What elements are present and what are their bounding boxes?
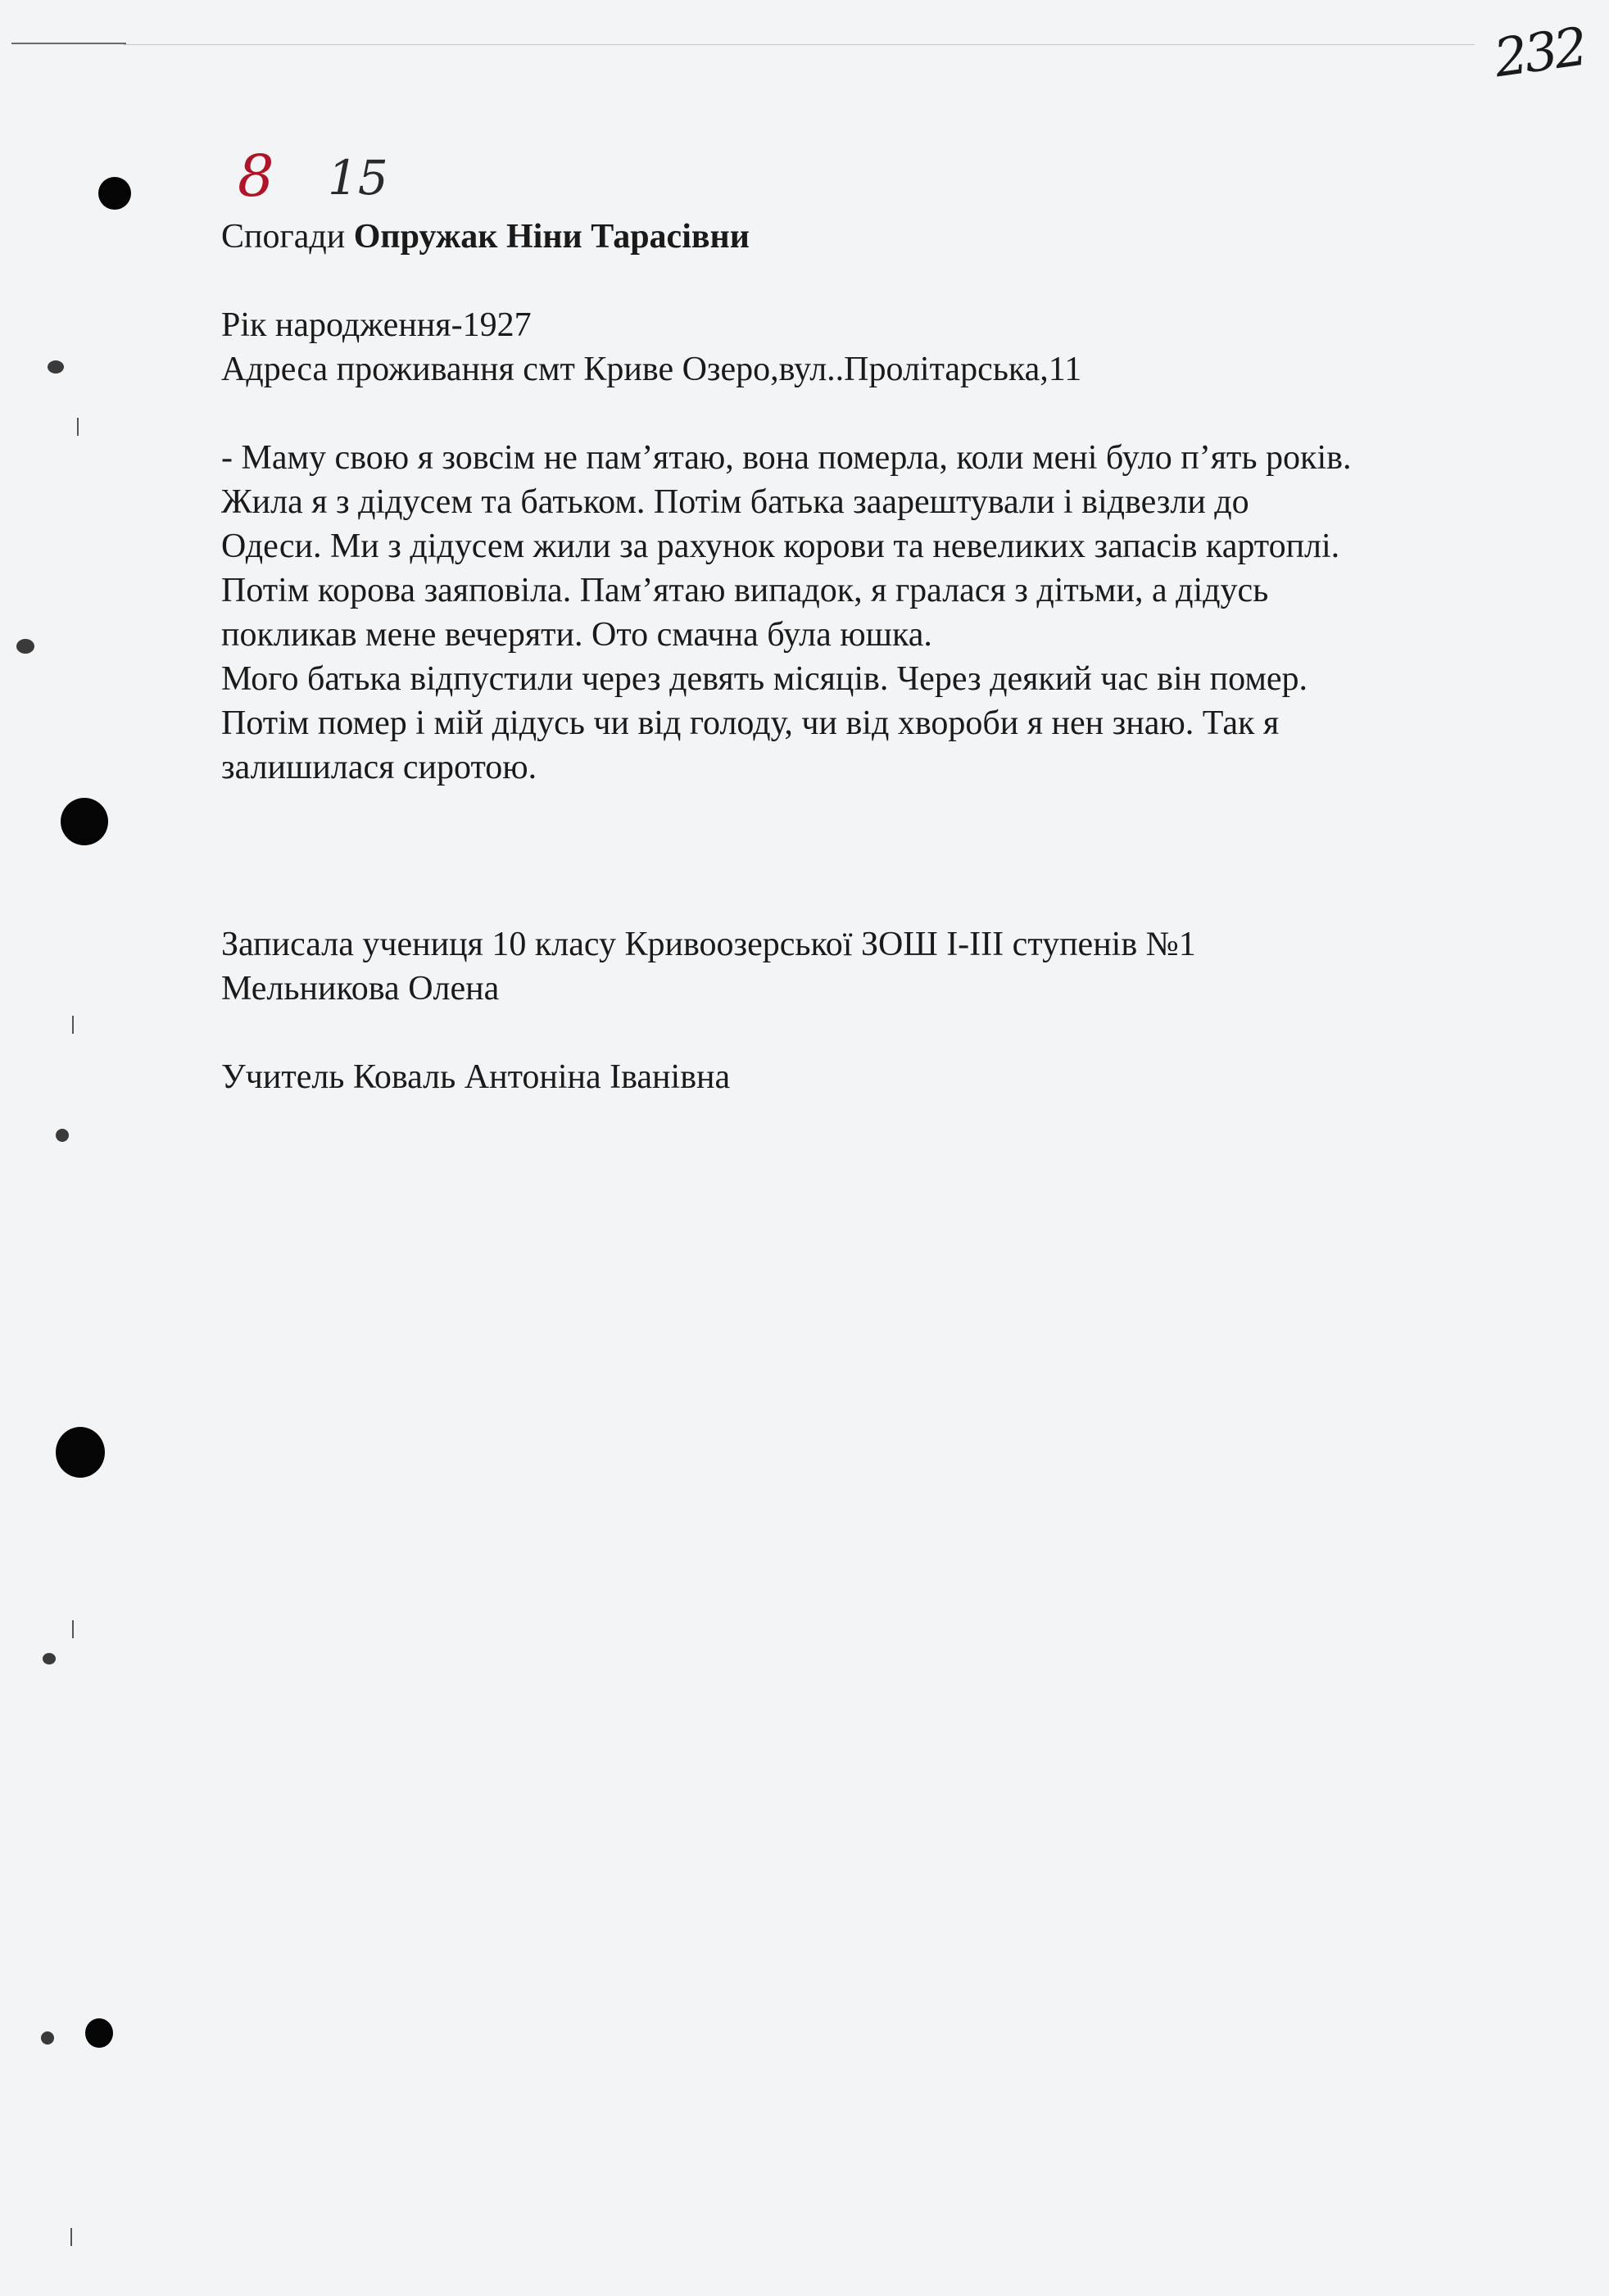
punch-hole <box>56 1427 105 1478</box>
heading-name: Опружак Ніни Тарасівни <box>353 218 750 256</box>
binding-speck <box>56 1129 69 1142</box>
punch-hole <box>61 798 108 845</box>
address-line: Адреса проживання смт Криве Озеро,вул..Пролітарська,11 <box>221 351 1082 388</box>
narrative-line: - Маму свою я зовсім не пам’ятаю, вона померла, коли мені було п’ять років. <box>221 439 1352 477</box>
binding-tick <box>72 1016 74 1034</box>
document-body <box>221 215 1573 1099</box>
binding-speck <box>48 360 64 374</box>
top-edge-line-faint <box>123 44 1475 45</box>
binding-speck <box>41 2031 54 2045</box>
top-edge-line <box>11 43 126 44</box>
handwritten-mark-red: 8 <box>238 143 274 210</box>
binding-tick <box>77 418 79 436</box>
narrative-line: залишилася сиротою. <box>221 749 537 786</box>
narrative-line: покликав мене вечеряти. Ото смачна була юшка. <box>221 616 932 654</box>
narrative-line: Потім помер і мій дідусь чи від голоду, чи від хвороби я нен знаю. Так я <box>221 704 1280 742</box>
archive-page-number: 232 <box>1490 16 1589 90</box>
punch-hole <box>98 177 131 210</box>
teacher-line: Учитель Коваль Антоніна Іванівна <box>221 1058 731 1096</box>
binding-speck <box>43 1653 56 1664</box>
narrative-text <box>221 436 1573 790</box>
narrative-line: Одеси. Ми з дідусем жили за рахунок корови та невеликих запасів картоплі. <box>221 528 1340 565</box>
binding-speck <box>16 639 34 654</box>
birth-year-line: Рік народження-1927 <box>221 306 532 344</box>
narrative-line: Мого батька відпустили через девять місяців. Через деякий час він помер. <box>221 660 1308 698</box>
binding-tick <box>70 2228 72 2246</box>
handwritten-mark-ink: 15 <box>328 150 388 206</box>
document-heading <box>221 215 1573 259</box>
recorder-name: Мельникова Олена <box>221 970 500 1008</box>
punch-hole <box>85 2018 113 2048</box>
heading-prefix: Спогади <box>221 218 346 256</box>
narrative-line: Жила я з дідусем та батьком. Потім батька заарештували і відвезли до <box>221 483 1249 521</box>
narrative-line: Потім корова заяповіла. Пам’ятаю випадок, я гралася з дітьми, а дідусь <box>221 572 1269 609</box>
recorder-line: Записала учениця 10 класу Кривоозерської ЗОШ І-ІІІ ступенів №1 <box>221 926 1196 963</box>
binding-tick <box>72 1620 74 1638</box>
